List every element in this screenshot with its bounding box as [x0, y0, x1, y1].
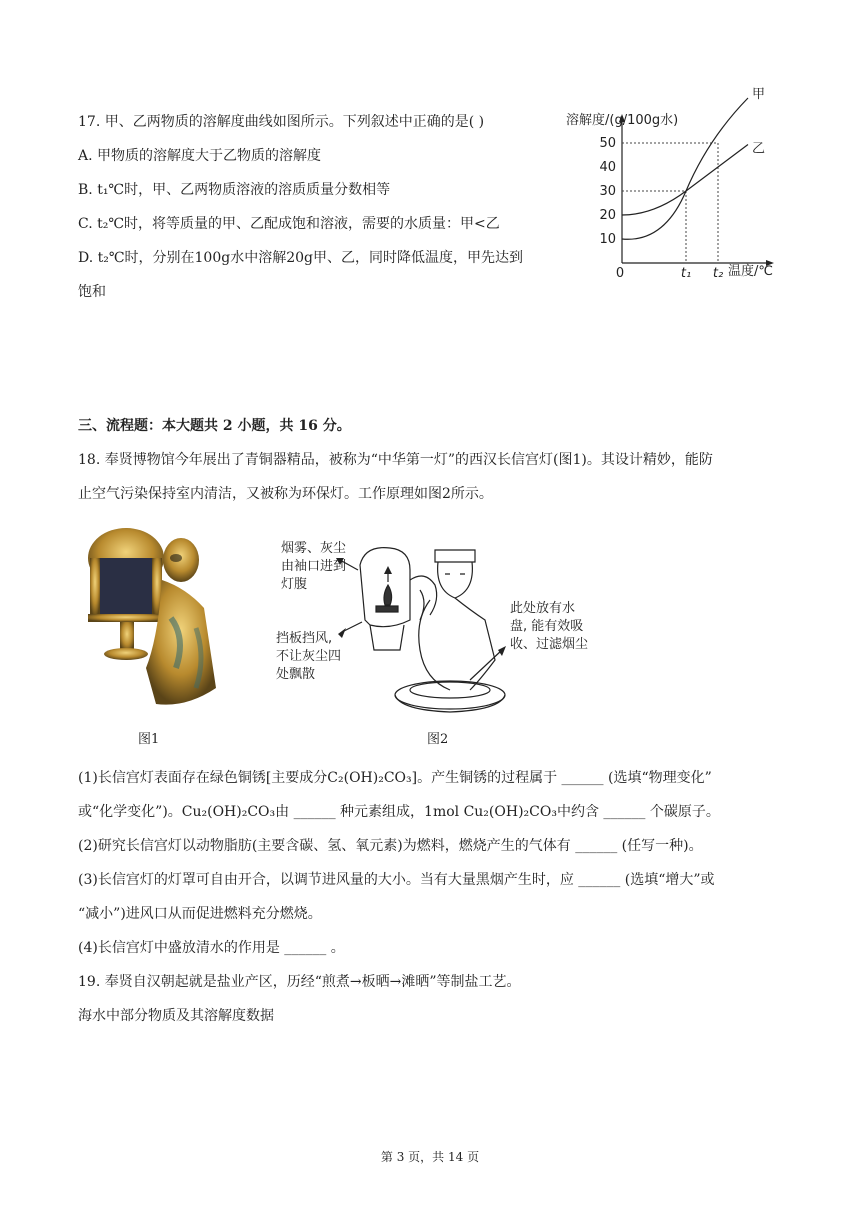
y-tick-label: 50 — [599, 136, 616, 151]
x-axis-label: 温度/℃ — [728, 264, 773, 279]
x-tick-label: t₁ — [680, 266, 692, 281]
note-line: 挡板挡风, — [276, 631, 333, 646]
figure-1-label: 图1 — [138, 732, 160, 747]
q17-option-c: C. t₂℃时，将等质量的甲、乙配成饱和溶液，需要的水质量：甲<乙 — [78, 216, 500, 232]
q18-stem-line1: 18. 奉贤博物馆今年展出了青铜器精品，被称为“中华第一灯”的西汉长信宫灯(图1)。其设计精妙，能防 — [78, 452, 713, 468]
y-tick-label: 40 — [599, 160, 616, 175]
q18-part2: (2)研究长信宫灯以动物脂肪(主要含碳、氢、氧元素)为燃料，燃烧产生的气体有 ______ (任写一种)。 — [78, 838, 703, 854]
figure-2-note-water — [510, 600, 588, 654]
q18-stem-line2: 止空气污染保持室内清洁，又被称为环保灯。工作原理如图2所示。 — [78, 486, 493, 502]
q19-stem: 19. 奉贤自汉朝起就是盐业产区，历经“煎煮→板晒→滩晒”等制盐工艺。 — [78, 974, 521, 990]
section-title: 三、流程题：本大题共 2 小题，共 16 分。 — [78, 418, 351, 434]
figure-1-lamp-photo — [76, 518, 226, 718]
q18-part1-line2: 或“化学变化”)。Cu₂(OH)₂CO₃由 ______ 种元素组成，1mol Cu₂(OH)₂CO₃中约含 ______ 个碳原子。 — [78, 804, 720, 820]
q19-table-caption: 海水中部分物质及其溶解度数据 — [78, 1008, 274, 1024]
note-line: 烟雾、灰尘 — [281, 541, 347, 556]
note-line: 收、过滤烟尘 — [510, 637, 589, 652]
q17-option-b: B. t₁℃时，甲、乙两物质溶液的溶质质量分数相等 — [78, 182, 391, 198]
series-label: 乙 — [752, 141, 766, 157]
q17-option-a: A. 甲物质的溶解度大于乙物质的溶解度 — [78, 148, 322, 164]
q18-part4: (4)长信宫灯中盛放清水的作用是 ______ 。 — [78, 940, 345, 956]
q18-part3-line1: (3)长信宫灯的灯罩可自由开合，以调节进风量的大小。当有大量黑烟产生时，应 ______ (选填“增大”或 — [78, 872, 715, 888]
note-line: 此处放有水 — [510, 601, 576, 616]
y-tick-label: 20 — [599, 208, 616, 223]
x-tick-label: 0 — [615, 266, 625, 281]
note-line: 盘, 能有效吸 — [510, 619, 584, 634]
figure-2-note-smoke — [281, 540, 346, 594]
q17-option-d: D. t₂℃时，分别在100g水中溶解20g甲、乙，同时降低温度，甲先达到 — [78, 250, 523, 266]
note-line: 不让灰尘四 — [276, 649, 342, 664]
y-axis-label: 溶解度/(g/100g水) — [566, 113, 679, 128]
note-line: 处飘散 — [276, 667, 316, 682]
x-tick-label: t₂ — [712, 266, 724, 281]
figure-2-label: 图2 — [427, 732, 449, 747]
solubility-chart — [560, 87, 790, 283]
q17-option-d-cont: 饱和 — [78, 284, 106, 300]
series-curve-yi — [622, 145, 748, 216]
note-line: 灯腹 — [281, 577, 308, 592]
q17-stem: 17. 甲、乙两物质的溶解度曲线如图所示。下列叙述中正确的是( ) — [78, 114, 485, 130]
figure-2-note-baffle — [276, 630, 341, 684]
note-line: 由袖口进到 — [281, 559, 347, 574]
q18-part1-line1: (1)长信宫灯表面存在绿色铜锈[主要成分C₂(OH)₂CO₃]。产生铜锈的过程属于 ______ (选填“物理变化” — [78, 770, 712, 786]
y-tick-label: 10 — [599, 232, 616, 247]
q18-part3-line2: “减小”)进风口从而促进燃料充分燃烧。 — [78, 906, 322, 922]
y-tick-label: 30 — [599, 184, 616, 199]
page-footer: 第 3 页，共 14 页 — [380, 1150, 480, 1164]
series-label: 甲 — [752, 87, 766, 102]
